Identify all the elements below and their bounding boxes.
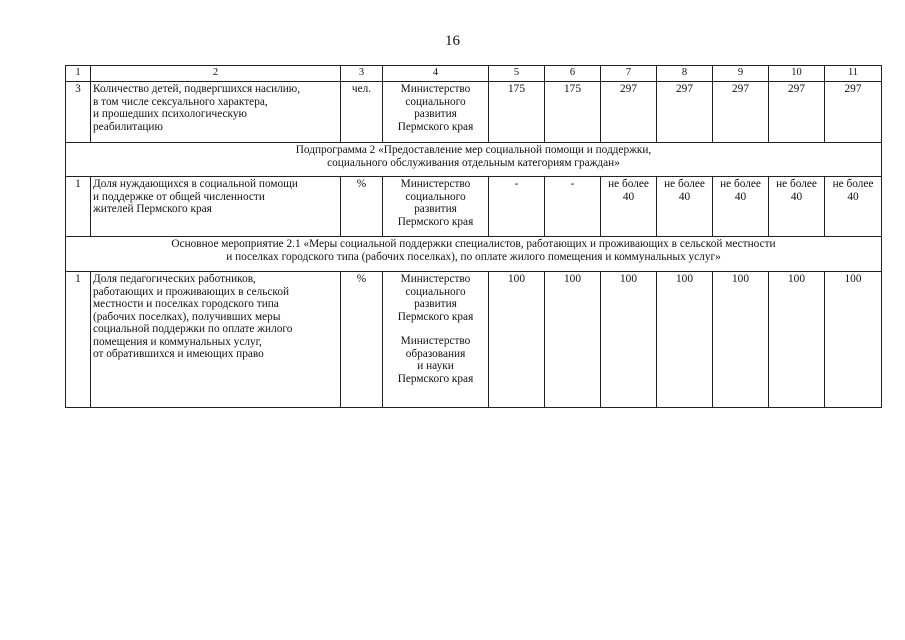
responsible-body-name: Министерство образования и науки Пермского края	[397, 335, 474, 385]
indicator-value: -	[545, 177, 601, 237]
column-header: 3	[341, 66, 383, 82]
indicator-value: 175	[489, 82, 545, 143]
responsible-body-name: Министерство социального развития Пермского края	[397, 83, 474, 133]
row-number: 1	[66, 177, 91, 237]
responsible-body	[383, 272, 489, 408]
responsible-body-name: Министерство социального развития Пермского края	[397, 273, 474, 323]
indicator-value: 297	[601, 82, 657, 143]
indicator-value: 100	[769, 272, 825, 408]
indicator-value: не более 40	[825, 177, 882, 237]
indicator-name: Доля педагогических работников, работающих и проживающих в сельской местности и поселках городского типа (рабочих поселках), получивших меры социальной поддержки по оплате жилого помещения и коммунальных услуг, от обратившихся и имеющих право	[91, 272, 341, 408]
unit-of-measure: %	[341, 272, 383, 408]
column-header: 9	[713, 66, 769, 82]
unit-of-measure: чел.	[341, 82, 383, 143]
indicator-value: не более 40	[713, 177, 769, 237]
indicator-value: 297	[825, 82, 882, 143]
section-heading-row	[66, 143, 882, 177]
indicator-value: 100	[825, 272, 882, 408]
indicator-value: 100	[489, 272, 545, 408]
column-header: 5	[489, 66, 545, 82]
table-row	[66, 272, 882, 408]
responsible-body	[383, 177, 489, 237]
column-header: 8	[657, 66, 713, 82]
column-header: 7	[601, 66, 657, 82]
column-header: 2	[91, 66, 341, 82]
row-number: 1	[66, 272, 91, 408]
table-row	[66, 177, 882, 237]
indicators-table	[65, 65, 882, 408]
unit-of-measure: %	[341, 177, 383, 237]
section-heading-row	[66, 237, 882, 272]
indicator-value: 297	[657, 82, 713, 143]
indicator-name: Количество детей, подвергшихся насилию, в том числе сексуального характера, и прошедших психологическую реабилитацию	[91, 82, 341, 143]
indicator-value: не более 40	[769, 177, 825, 237]
column-header: 10	[769, 66, 825, 82]
header-row	[66, 66, 882, 82]
indicator-value: 100	[713, 272, 769, 408]
column-header: 1	[66, 66, 91, 82]
indicator-value: 175	[545, 82, 601, 143]
page-number: 16	[445, 33, 460, 49]
indicator-value: -	[489, 177, 545, 237]
column-header: 4	[383, 66, 489, 82]
table-row	[66, 82, 882, 143]
indicator-value: не более 40	[601, 177, 657, 237]
section-heading: Основное мероприятие 2.1 «Меры социальной поддержки специалистов, работающих и проживающих в сельской местности и поселках городского типа (рабочих поселках), по оплате жилого помещения и коммунальных услуг»	[66, 237, 882, 272]
indicator-name: Доля нуждающихся в социальной помощи и поддержке от общей численности жителей Пермского края	[91, 177, 341, 237]
indicator-value: не более 40	[657, 177, 713, 237]
indicator-value: 100	[545, 272, 601, 408]
indicator-value: 100	[657, 272, 713, 408]
indicator-value: 297	[713, 82, 769, 143]
responsible-body	[383, 82, 489, 143]
indicator-value: 297	[769, 82, 825, 143]
indicator-value: 100	[601, 272, 657, 408]
section-heading: Подпрограмма 2 «Предоставление мер социальной помощи и поддержки, социального обслуживания отдельным категориям граждан»	[66, 143, 882, 177]
column-header: 11	[825, 66, 882, 82]
responsible-body-name: Министерство социального развития Пермского края	[397, 178, 474, 228]
row-number: 3	[66, 82, 91, 143]
column-header: 6	[545, 66, 601, 82]
